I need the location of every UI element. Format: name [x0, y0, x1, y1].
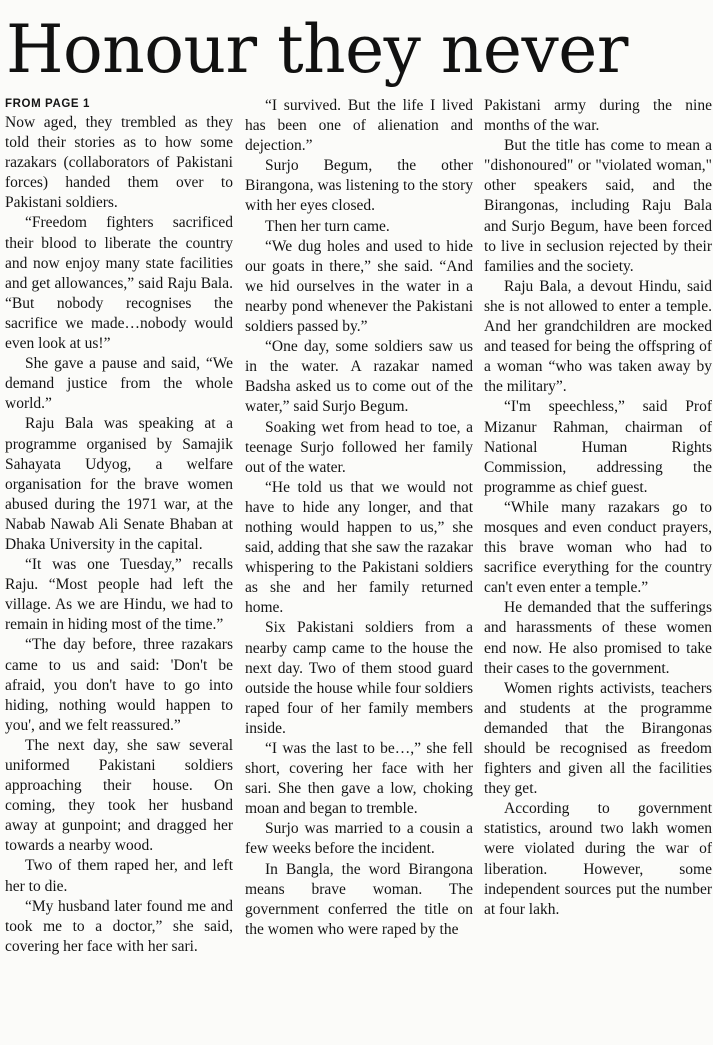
paragraph: Raju Bala, a devout Hindu, said she is not allowed to enter a temple. And her grandchildren are mocked and teased for being the offspring of a woman “who was taken away by the military”. [484, 277, 712, 396]
paragraph: According to government statistics, around two lakh women were violated during the war of liberation. However, some independent sources put the number at four lakh. [484, 800, 712, 918]
paragraph: “I'm speechless,” said Prof Mizanur Rahman, chairman of National Human Rights Commission, addressing the programme as chief guest. [484, 398, 712, 496]
paragraph: “We dug holes and used to hide our goats in there,” she said. “And we hid ourselves in the water in a nearby pond whenever the Pakistani soldiers passed by.” [245, 237, 473, 336]
paragraph: “One day, some soldiers saw us in the water. A razakar named Badsha asked us to come out of the water,” said Surjo Begum. [245, 338, 473, 416]
paragraph: Six Pakistani soldiers from a nearby camp came to the house the next day. Two of them stood guard outside the house while four soldiers raped four of her family members inside. [245, 619, 473, 737]
paragraph: Women rights activists, teachers and students at the programme demanded that the Birangonas should be recognised as freedom fighters and given all the facilities they get. [484, 679, 712, 798]
paragraph: “The day before, three razakars came to us and said: 'Don't be afraid, you don't have to go into hiding, nothing would happen to you', and we felt reassured.” [5, 636, 233, 734]
paragraph: “It was one Tuesday,” recalls Raju. “Most people had left the village. As we are Hindu, we had to remain in hiding most of the time.” [5, 556, 233, 634]
paragraph: “I survived. But the life I lived has been one of alienation and dejection.” [245, 97, 473, 155]
paragraph: But the title has come to mean a "dishonoured" or "violated woman," other speakers said, and the Birangonas, including Raju Bala and Surjo Begum, have been forced to live in seclusion rejected by their families and the society. [484, 137, 712, 275]
paragraph: Now aged, they trembled as they told their stories as to how some razakars (collaborators of Pakistani forces) handed them over to Pakistani soldiers. [5, 114, 233, 212]
paragraph: Two of them raped her, and left her to die. [5, 857, 233, 895]
paragraph: Then her turn came. [265, 217, 390, 235]
paragraph: In Bangla, the word Birangona means brave woman. The government conferred the title on the women who were raped by the [245, 860, 473, 938]
paragraph: She gave a pause and said, “We demand justice from the whole world.” [5, 355, 233, 413]
continuation-kicker: FROM PAGE 1 [5, 98, 90, 110]
article-column-2 [245, 96, 473, 1039]
paragraph: “Freedom fighters sacrificed their blood to liberate the country and now enjoy many state facilities and get allowances,” said Raju Bala. “But nobody recognises the sacrifice we made…nobody would even look at us!” [5, 214, 233, 353]
paragraph: Soaking wet from head to toe, a teenage Surjo followed her family out of the water. [245, 418, 473, 476]
headline: Honour they never [6, 11, 628, 88]
article-column-3 [484, 96, 712, 1039]
paragraph: “My husband later found me and took me to a doctor,” she said, covering her face with her sari. [5, 897, 233, 955]
article-column-1 [5, 96, 233, 1039]
paragraph: “He told us that we would not have to hide any longer, and that nothing would happen to us,” she said, adding that she saw the razakar whispering to the Pakistani soldiers as she and her family returned home. [245, 478, 473, 617]
paragraph: “While many razakars go to mosques and even conduct prayers, this brave woman who had to sacrifice everything for the country can't even enter a temple.” [484, 498, 712, 597]
paragraph: Surjo was married to a cousin a few weeks before the incident. [245, 820, 473, 858]
paragraph: “I was the last to be…,” she fell short, covering her face with her sari. She then gave a low, choking moan and began to tremble. [245, 740, 473, 818]
paragraph: Raju Bala was speaking at a programme organised by Samajik Sahayata Udyog, a welfare organisation for the brave women abused during the 1971 war, at the Nabab Nawab Ali Senate Bhaban at Dhaka University in the capital. [5, 415, 233, 553]
paragraph: The next day, she saw several uniformed Pakistani soldiers approaching their house. On coming, they took her husband away at gunpoint; and dragged her towards a nearby wood. [5, 736, 233, 855]
paragraph: He demanded that the sufferings and harassments of these women end now. He also promised to take their cases to the government. [484, 599, 712, 677]
paragraph: Pakistani army during the nine months of the war. [484, 97, 712, 135]
paragraph: Surjo Begum, the other Birangona, was listening to the story with her eyes closed. [245, 157, 473, 215]
